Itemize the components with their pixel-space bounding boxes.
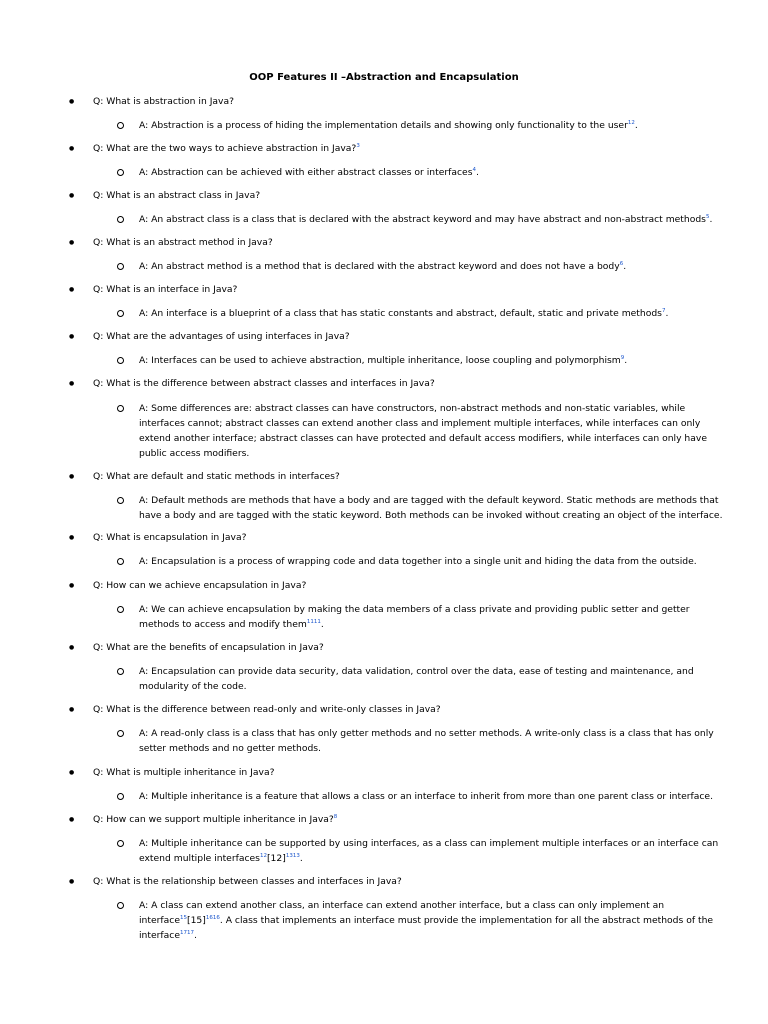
question: ● Q: What are the benefits of encapsulation in Java? <box>93 640 324 655</box>
question: ● Q: What is multiple inheritance in Java? <box>93 765 274 780</box>
question: ● Q: What is abstraction in Java? <box>93 94 234 109</box>
answer: A: Some differences are: abstract classes can have constructors, non-abstract methods and non-static variables, while interfaces cannot; abstract classes can extend another class and implement multiple interfaces, while interfaces can only extend another interface; abstract classes can have protected and default access modifiers, while interfaces can only have public access modifiers. <box>139 401 723 461</box>
question: ● Q: What is an abstract class in Java? <box>93 188 260 203</box>
answer: A: Abstraction is a process of hiding the implementation details and showing only functionality to the user$^{12}$. <box>139 118 723 133</box>
footnote-ref[interactable]: 1111 <box>306 618 321 625</box>
question: ● Q: What is encapsulation in Java? <box>93 530 246 545</box>
footnote-ref[interactable]: 1313 <box>285 852 300 859</box>
page-title: OOP Features II –Abstraction and Encapsulation <box>249 72 519 83</box>
question: ● Q: What is an interface in Java? <box>93 282 237 297</box>
footnote-ref[interactable]: 8 <box>333 813 338 820</box>
footnote-ref[interactable]: 3 <box>356 142 360 149</box>
footnote-ref[interactable]: 7 <box>661 307 666 314</box>
answer: A: A class can extend another class, an interface can extend another interface, but a class can only implement an $interface^{15}[15]^{1616}$. A class that implements an interface must provide the implementation for all the abstract methods of the interface$^{1717}$. <box>139 898 723 943</box>
citation-bracket: [15] <box>186 915 206 926</box>
footnote-ref[interactable]: 15 <box>179 914 187 921</box>
question: ● Q: How can we achieve encapsulation in Java? <box>93 578 306 593</box>
answer: A: An abstract class is a class that is declared with the abstract keyword and may have abstract and non-abstract methods$^5$. <box>139 212 723 227</box>
question: ● Q: What is the relationship between classes and interfaces in Java? <box>93 874 402 889</box>
question: ● Q: What are the two ways to achieve abstraction in Java?$^3$ <box>93 141 360 156</box>
answer: A: Abstraction can be achieved with either abstract classes or interfaces$^4$. <box>139 165 723 180</box>
answer: A: Default methods are methods that have a body and are tagged with the default keyword. Static methods are methods that have a body and are tagged with the static keyword. Both methods can be invoked without creating an object of the interface. <box>139 495 723 521</box>
footnote-ref[interactable]: 6 <box>619 260 624 267</box>
question: ● Q: What is the difference between abstract classes and interfaces in Java? <box>93 376 435 391</box>
citation-bracket: [12] <box>266 853 286 864</box>
footnote-ref[interactable]: 1616 <box>205 914 220 921</box>
answer: A: Encapsulation is a process of wrapping code and data together into a single unit and hiding the data from the outside. <box>139 554 723 569</box>
footnote-ref[interactable]: 4 <box>472 166 476 173</box>
question: ● Q: What are the advantages of using interfaces in Java? <box>93 329 350 344</box>
footnote-ref[interactable]: 12 <box>627 119 635 126</box>
answer: A: An abstract method is a method that is declared with the abstract keyword and does not have a body$^6$. <box>139 259 723 274</box>
answer: A: We can achieve encapsulation by making the data members of a class private and providing public setter and getter methods to access and modify them$^{1111}$. <box>139 602 723 632</box>
question: ● Q: How can we support multiple inheritance in Java?$^8$ <box>93 812 337 827</box>
footnote-ref[interactable]: 1717 <box>179 929 194 936</box>
answer: A: A read-only class is a class that has only getter methods and no setter methods. A write-only class is a class that has only setter methods and no getter methods. <box>139 726 723 756</box>
footnote-ref[interactable]: 5 <box>705 213 710 220</box>
question: ● Q: What is the difference between read-only and write-only classes in Java? <box>93 702 441 717</box>
answer: A: An interface is a blueprint of a class that has static constants and abstract, default, static and private methods$^7$. <box>139 306 723 321</box>
answer: A: Interfaces can be used to achieve abstraction, multiple inheritance, loose coupling and polymorphism$^9$. <box>139 353 723 368</box>
answer: A: Encapsulation can provide data security, data validation, control over the data, ease of testing and maintenance, and modularity of the code. <box>139 664 723 694</box>
footnote-ref[interactable]: 9 <box>620 354 625 361</box>
question: ● Q: What is an abstract method in Java? <box>93 235 273 250</box>
answer: A: Multiple inheritance is a feature that allows a class or an interface to inherit from more than one parent class or interface. <box>139 789 723 804</box>
question: ● Q: What are default and static methods in interfaces? <box>93 469 340 484</box>
footnote-ref[interactable]: 12 <box>259 852 267 859</box>
answer: A: Multiple inheritance can be supported by using interfaces, as a class can implement multiple interfaces or an interface can extend multiple $interfaces^{12}[12]^{1313}$. <box>139 836 723 866</box>
